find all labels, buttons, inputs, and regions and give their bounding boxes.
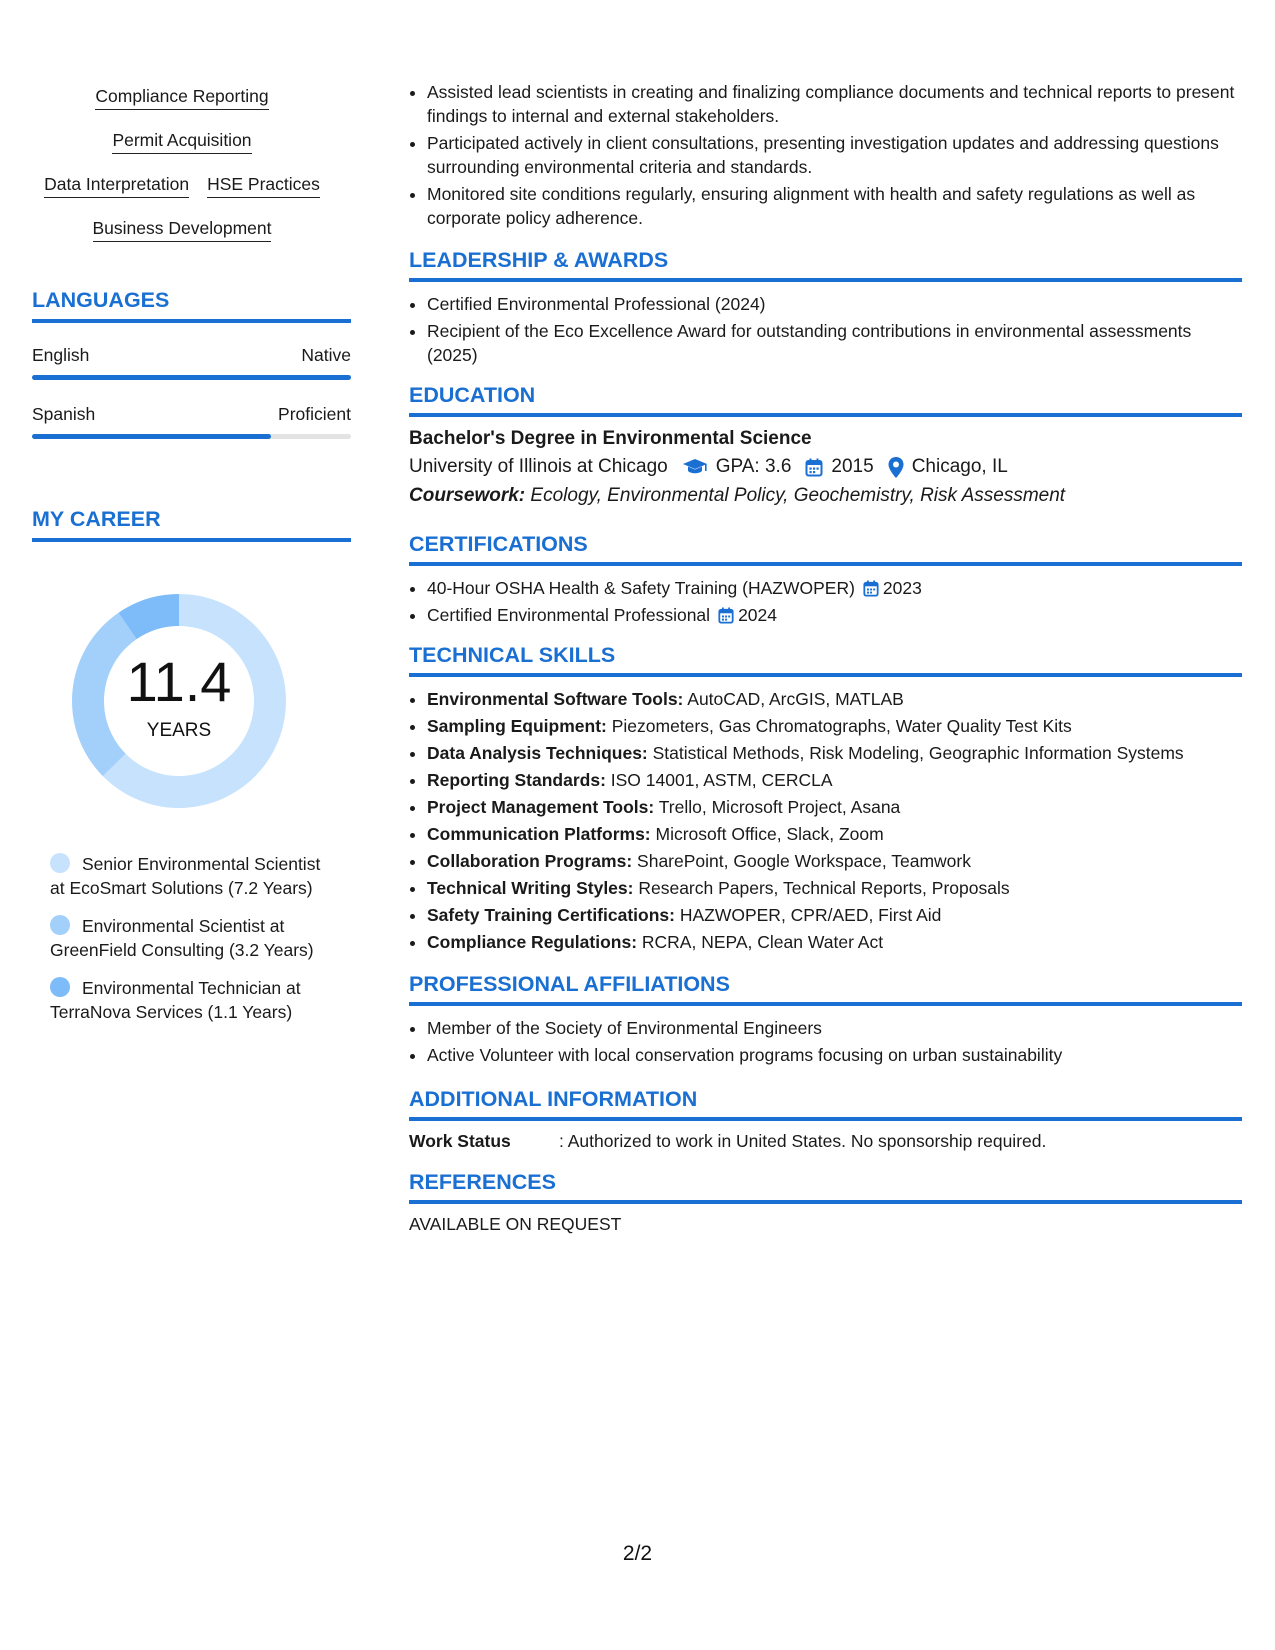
- technical-skill-value: AutoCAD, ArcGIS, MATLAB: [683, 689, 904, 709]
- certification-item: [427, 603, 1242, 627]
- experience-bullet: • Assisted lead scientists in creating and finalizing compliance documents and technical reports to present findings to internal and external stakeholders.: [427, 80, 1242, 128]
- career-heading: MY CAREER: [32, 507, 351, 542]
- leadership-section: [409, 248, 1242, 367]
- technical-skill-item: [427, 768, 1242, 792]
- technical-skill-value: Research Papers, Technical Reports, Proposals: [633, 878, 1010, 898]
- career-section: [32, 507, 351, 1024]
- leadership-item: • Certified Environmental Professional (2024): [427, 292, 1242, 316]
- certifications-heading: CERTIFICATIONS: [409, 532, 1242, 566]
- technical-skill-item: [427, 849, 1242, 873]
- skill-tag: Compliance Reporting: [95, 86, 268, 110]
- left-column: [32, 82, 351, 1038]
- work-status-label: Work Status: [409, 1131, 511, 1151]
- technical-skill-value: HAZWOPER, CPR/AED, First Aid: [674, 905, 942, 925]
- page-number: 2/2: [622, 1542, 653, 1565]
- references-text: AVAILABLE ON REQUEST: [409, 1214, 622, 1234]
- technical-skill-value: Statistical Methods, Risk Modeling, Geographic Information Systems: [647, 743, 1184, 763]
- experience-bullets: [409, 80, 1242, 230]
- technical-skill-label: Sampling Equipment:: [427, 716, 607, 736]
- career-total-years: 11.4: [126, 650, 232, 713]
- language-level: Proficient: [278, 404, 351, 424]
- affiliation-item: • Active Volunteer with local conservation programs focusing on urban sustainability: [427, 1043, 1242, 1067]
- experience-bullet: • Participated actively in client consultations, presenting investigation updates and addressing questions surrounding environmental criteria and standards.: [427, 131, 1242, 179]
- references-heading: REFERENCES: [409, 1170, 1242, 1204]
- technical-skill-label: Project Management Tools:: [427, 797, 655, 817]
- technical-skill-value: Trello, Microsoft Project, Asana: [654, 797, 901, 817]
- skill-tag: Data Interpretation: [44, 174, 189, 198]
- language-level-fill: [32, 434, 271, 439]
- technical-skill-value: ISO 14001, ASTM, CERCLA: [605, 770, 833, 790]
- skill-tag: Business Development: [93, 218, 272, 242]
- technical-skills-section: [409, 643, 1242, 954]
- technical-skill-label: Data Analysis Techniques:: [427, 743, 648, 763]
- technical-skill-label: Safety Training Certifications:: [427, 905, 675, 925]
- technical-skill-item: [427, 714, 1242, 738]
- career-legend-label: Environmental Technician at TerraNova Services (1.1 Years): [50, 978, 301, 1022]
- language-item: [32, 345, 351, 380]
- language-name: English: [32, 345, 90, 365]
- language-level: Native: [301, 345, 351, 365]
- technical-skill-item: [427, 795, 1242, 819]
- gpa: GPA: 3.6: [715, 456, 792, 477]
- additional-info-section: [409, 1087, 1242, 1152]
- technical-skill-label: Collaboration Programs:: [427, 851, 633, 871]
- certification-name: Certified Environmental Professional: [427, 605, 711, 625]
- degree-title: Bachelor's Degree in Environmental Science: [409, 428, 812, 449]
- career-legend-label: Environmental Scientist at GreenField Consulting (3.2 Years): [50, 916, 314, 960]
- certifications-section: [409, 532, 1242, 627]
- career-total-unit: YEARS: [146, 720, 212, 741]
- coursework-list: Ecology, Environmental Policy, Geochemistry, Risk Assessment: [525, 485, 1066, 506]
- legend-dot-icon: [50, 977, 70, 997]
- right-column: [409, 80, 1242, 1235]
- career-legend-item: [50, 852, 330, 900]
- certification-year: 2024: [738, 605, 777, 625]
- career-legend-item: [50, 914, 330, 962]
- language-name: Spanish: [32, 404, 96, 424]
- calendar-icon: [718, 607, 734, 624]
- school-name: University of Illinois at Chicago: [409, 456, 668, 477]
- technical-skill-value: SharePoint, Google Workspace, Teamwork: [632, 851, 971, 871]
- education-heading: EDUCATION: [409, 383, 1242, 417]
- school-location: Chicago, IL: [911, 456, 1008, 477]
- graduation-cap-icon: [682, 458, 708, 476]
- certification-item: [427, 576, 1242, 600]
- location-pin-icon: [888, 457, 904, 478]
- technical-skill-item: [427, 687, 1242, 711]
- skill-tag: HSE Practices: [207, 174, 320, 198]
- career-legend-item: [50, 976, 330, 1024]
- affiliations-heading: PROFESSIONAL AFFILIATIONS: [409, 972, 1242, 1006]
- language-level-fill: [32, 375, 351, 380]
- technical-skill-value: RCRA, NEPA, Clean Water Act: [637, 932, 884, 952]
- career-donut-chart: [66, 588, 292, 814]
- affiliation-item: • Member of the Society of Environmental Engineers: [427, 1016, 1242, 1040]
- technical-skill-value: Microsoft Office, Slack, Zoom: [650, 824, 884, 844]
- technical-skill-item: [427, 930, 1242, 954]
- references-section: [409, 1170, 1242, 1235]
- coursework-label: Coursework:: [409, 485, 526, 506]
- languages-heading: LANGUAGES: [32, 288, 351, 323]
- skills-tags: [32, 82, 332, 258]
- technical-skill-label: Reporting Standards:: [427, 770, 606, 790]
- coursework: [409, 482, 1242, 510]
- career-legend-label: Senior Environmental Scientist at EcoSmart Solutions (7.2 Years): [50, 854, 321, 898]
- technical-skill-label: Compliance Regulations:: [427, 932, 638, 952]
- languages-section: [32, 288, 351, 439]
- technical-skill-label: Technical Writing Styles:: [427, 878, 634, 898]
- technical-skill-item: [427, 903, 1242, 927]
- technical-skill-label: Environmental Software Tools:: [427, 689, 684, 709]
- additional-info-heading: ADDITIONAL INFORMATION: [409, 1087, 1242, 1121]
- leadership-heading: LEADERSHIP & AWARDS: [409, 248, 1242, 282]
- language-item: [32, 404, 351, 439]
- work-status-value: : Authorized to work in United States. No sponsorship required.: [559, 1131, 1047, 1151]
- graduation-year: 2015: [831, 456, 874, 477]
- technical-skill-item: [427, 876, 1242, 900]
- career-legend: [50, 852, 330, 1024]
- affiliations-section: [409, 972, 1242, 1067]
- technical-skill-label: Communication Platforms:: [427, 824, 651, 844]
- legend-dot-icon: [50, 915, 70, 935]
- technical-skill-item: [427, 822, 1242, 846]
- technical-skill-value: Piezometers, Gas Chromatographs, Water Quality Test Kits: [606, 716, 1072, 736]
- skill-tag: Permit Acquisition: [112, 130, 251, 154]
- technical-skills-list: [409, 687, 1242, 954]
- language-level-bar: [32, 375, 351, 380]
- legend-dot-icon: [50, 853, 70, 873]
- calendar-icon: [863, 580, 879, 597]
- technical-skill-item: [427, 741, 1242, 765]
- certification-year: 2023: [882, 578, 922, 598]
- education-details: [409, 452, 1242, 482]
- language-level-bar: [32, 434, 351, 439]
- leadership-item: • Recipient of the Eco Excellence Award for outstanding contributions in environmental assessments (2025): [427, 319, 1242, 367]
- education-section: [409, 383, 1242, 510]
- experience-bullet: • Monitored site conditions regularly, ensuring alignment with health and safety regulations as well as corporate policy adherence.: [427, 182, 1242, 230]
- work-status-row: [409, 1131, 1242, 1152]
- technical-skills-heading: TECHNICAL SKILLS: [409, 643, 1242, 677]
- certification-name: 40-Hour OSHA Health & Safety Training (HAZWOPER): [427, 578, 855, 598]
- calendar-icon: [805, 458, 823, 477]
